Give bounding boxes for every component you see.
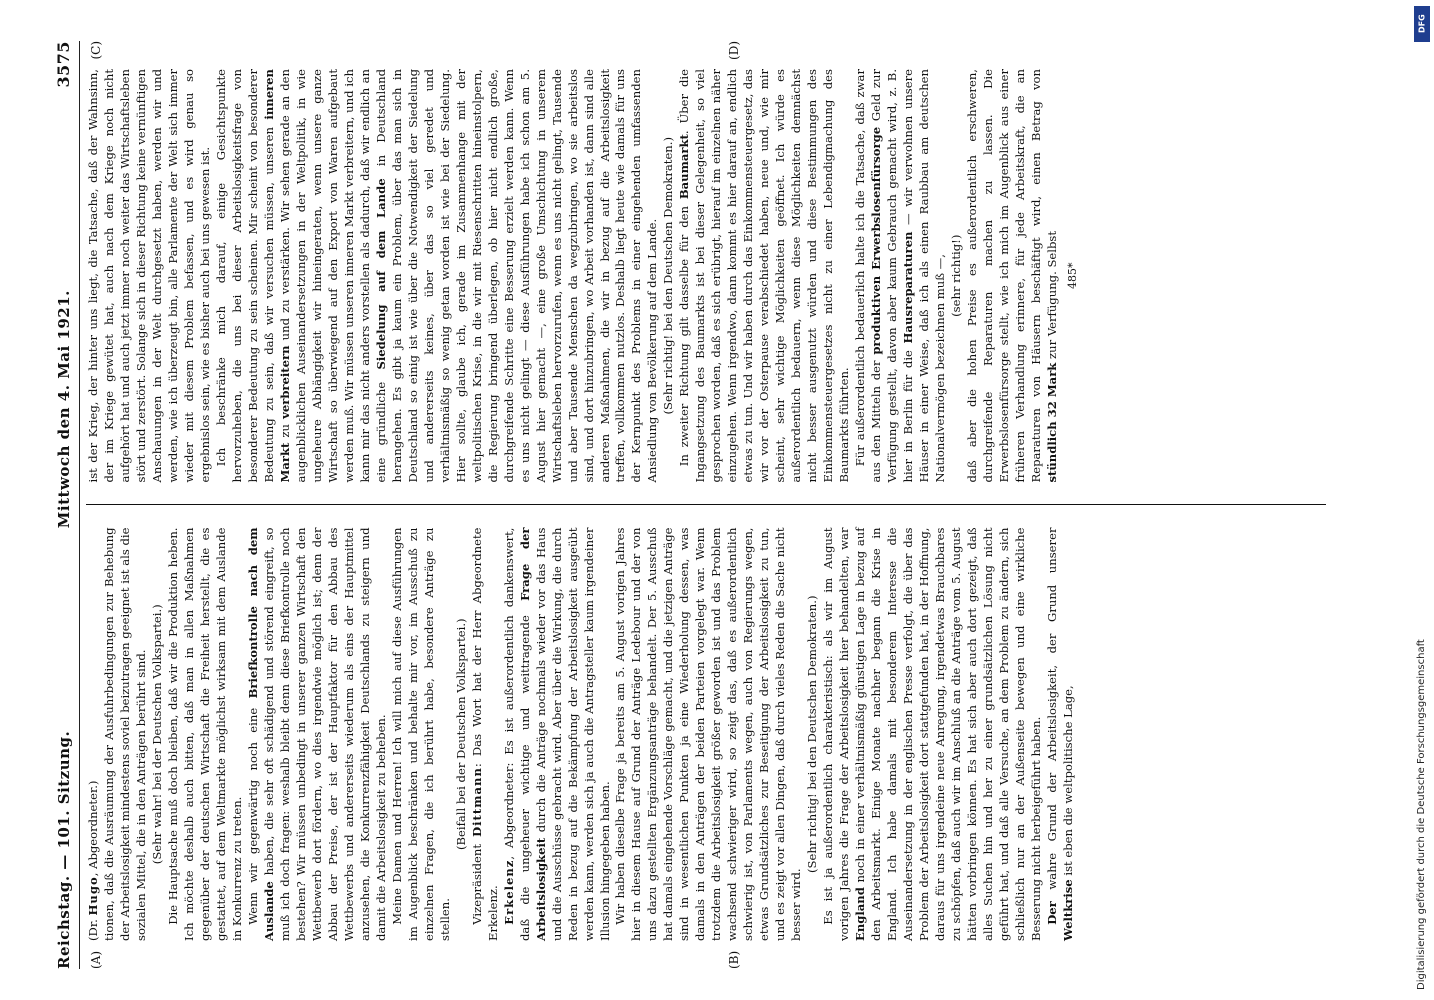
paragraph <box>470 528 502 942</box>
left-column <box>86 506 1326 970</box>
speaker-prefix: (Dr. <box>86 915 100 941</box>
text-run: : Das Wort hat der Herr Abgeordnete Erkelenz. <box>469 527 500 941</box>
interjection: (Sehr richtig! bei den Deutschen Demokraten.) <box>661 137 676 415</box>
emphasis: Weltkrise <box>1061 879 1076 941</box>
paragraph <box>821 528 1045 942</box>
paragraph: Meine Damen und Herren! Ich will mich auf diese Ausführungen im Augenblick beschränken und behalte mir vor, im Ausschuß zu einzelnen Fragen, die ich berührt habe, besondere Anträge zu stellen. <box>389 527 452 941</box>
speaker-name: Hugo <box>86 876 100 916</box>
text-run: Geld zur Verfügung gestellt, davon aber kaum Gebrauch gemacht wird, z. B. hier in Berlin für die <box>869 68 916 483</box>
emphasis: Der <box>1045 901 1060 925</box>
dfg-logo: DFG <box>1414 6 1430 42</box>
funding-note: Digitalisierung gefördert durch die Deutsche Forschungsgemeinschaft <box>1415 639 1427 990</box>
text-run: noch in einer verhältnismäßig günstigen Lage in bezug auf den Arbeitsmarkt. Einige Monate nachher begann die Krise in England. Ich habe damals mit besonderem Interesse die Auseinandersetzung in der englischen Presse verfolgt, die über das Problem der Arbeitslosigkeit dort stattgefunden hat, in der Hoffnung, daraus für uns irgendeine neue Anregung, irgendetwas Brauchbares zu schöpfen, daß auch wir im Anschluß an die Anträge vom 5. August hätten vorbringen können. Es hat sich aber auch dort gezeigt, daß alles Suchen hin und her zu einer grundsätzlichen Lösung nicht geführt hat, und daß alle Versuche, an dem Problem zu ändern, sich schließlich nur an der Außenseite bewegen und eine wirkliche Besserung nicht herbeigeführt haben. <box>853 527 1044 941</box>
text-run: In zweiter Richtung gilt dasselbe für den <box>677 199 692 467</box>
emphasis: Briefkontrolle nach dem Auslande <box>245 527 276 941</box>
emphasis: produktiven Erwerbslosenfürsorge <box>869 126 884 355</box>
text-run: Es ist ja außerordentlich charakteristisch: als wir im August vorigen Jahres die Frage der Arbeitslosigkeit hier behandelten, war <box>821 527 852 941</box>
emphasis: stündlich 32 Mark <box>1045 362 1060 483</box>
emphasis: England <box>853 887 868 941</box>
text-run: Vizepräsident <box>469 836 484 925</box>
text-run: , Abgeordneter: Es ist außerordentlich dankenswert, daß die ungeheuer wichtige und weittragende <box>501 527 532 941</box>
side-note <box>1412 0 1430 992</box>
paragraph: Wir haben dieselbe Frage ja bereits am 5. August vorigen Jahres hier in diesem Hause auf Grund der Anträge Ledebour und der von uns dazu gestellten Ergänzungsanträge behandelt. Der 5. Ausschuß hat damals eingehende Vorschläge gemacht, und die jetzigen Anträge sind in wesentlichen Punkten ja eine Wiederholung dessen, was damals in den Anträgen der beiden Parteien vorgelegt war. Wenn trotzdem die Arbeitslosigkeit größer geworden ist und das Problem wachsend schwieriger wird, so zeigt das, daß es außerordentlich schwierig ist, von Parlaments wegen, auch von Regierungs wegen, etwas Grundsätzliches zur Beseitigung der Arbeitslosigkeit zu tun, und es zeigt vor allen Dingen, daß durch vieles Reden die Sache nicht besser wird. <box>613 527 804 941</box>
text-run: . Über die Ingangsetzung des Baumarkts ist bei dieser Gelegenheit, so viel gesprochen worden, daß es sich erübrigt, hierauf im einzelnen näher einzugehen. Wenn irgendwo, dann kommt es hier darauf an, endlich etwas zu tun. Und wir haben durch das Einkommensteuergesetz, das wir vor der Osterpause verabschiedet haben, neue und, wie mir scheint, sehr wichtige Möglichkeiten geöffnet. Ich würde es außerordentlich bedauern, wenn diese Möglichkeiten demnächst nicht besser ausgenutzt würden und diese Bestimmungen des Einkommensteuergesetzes nicht zu einer Lebendigmachung des Baumarkts führten. <box>677 69 852 483</box>
margin-marker-d: (D) <box>727 41 741 60</box>
text-run: wahre Grund der Arbeitslosigkeit, der Grund unserer <box>1045 527 1060 902</box>
header-left: Reichstag. — 101. Sitzung. <box>55 730 73 969</box>
emphasis: Baumarkt <box>677 134 692 200</box>
interjection: (Sehr richtig! bei den Deutschen Demokraten.) <box>805 595 820 873</box>
paragraph <box>502 528 614 942</box>
emphasis: verbreitern <box>277 345 292 419</box>
interjection: (Sehr wahr! bei der Deutschen Volkspartei.) <box>149 604 164 865</box>
margin-marker-c: (C) <box>89 41 103 60</box>
text-run: zur Verfügung. Selbst <box>1045 231 1060 363</box>
right-column <box>86 41 1326 505</box>
text-run: und zu verstärken. Wir sehen gerade an den augenblicklichen Auseinandersetzungen in der Weltpolitik, in wie ungeheure Abhängigkeit wir hineingeraten, wenn unsere ganze Wirtschaft so überwiegend auf den Export von Waren aufgebaut werden muß. Wir müssen unseren inneren Markt verbreitern, und ich kann mir das nicht anders vorstellen als dadurch, daß wir endlich an eine gründliche <box>277 69 388 483</box>
text-run: ist eben die weltpolitische Lage, <box>1061 685 1076 880</box>
interjection: (Beifall bei der Deutschen Volkspartei.) <box>453 618 468 851</box>
paragraph: tionen, daß die Ausräumung der Ausfuhrbedingungen zur Behebung der Arbeitslosigkeit mindestens soviel beizutragen geeignet ist als die sozialen Mittel, die in den Anträgen berührt sind. <box>101 527 148 941</box>
text-run: in Deutschland herangehen. Es gibt ja kaum ein Problem, über das man sich in Deutschland so einig ist wie über die Notwendigkeit der Siedelung und andererseits keines, über das so viel geredet und verhältnismäßig so wenig getan worden ist wie bei der Siedelung. Hier sollte, glaube ich, gerade im Zusammenhange mit der weltpolitischen Krise, in die wir mit Riesenschritten hineinstolpern, die Regierung bringend überlegen, ob hier nicht endlich große, durchgreifende Schritte eine Besserung erzielt werden kann. Wenn es uns nicht gelingt — diese Ausführungen habe ich schon am 5. August hier gemacht —, eine große Umschichtung in unserem Wirtschaftsleben hervorzurufen, wenn es uns nicht gelingt, Tausende und aber Tausende Menschen da wegzubringen, wo sie arbeitslos sind, und dort hinzubringen, wo Arbeit vorhanden ist, dann sind alle anderen Maßnahmen, die wir in bezug auf die Arbeitslosigkeit treffen, vollkommen nutzlos. Deshalb liegt heute wie damals für uns der Kernpunkt des Problems in einer eingehenden umfassenden Ansiedlung von Bevölkerung auf dem Lande. <box>373 69 660 483</box>
text-run: Wenn wir gegenwärtig noch eine <box>245 698 260 925</box>
speaker-name: Dittmann <box>469 767 484 837</box>
text-run: zu <box>277 418 292 443</box>
header-date: Mittwoch den 4. Mai 1921. <box>55 290 73 529</box>
emphasis: Siedelung auf dem Lande <box>373 178 388 370</box>
paragraph <box>246 528 390 942</box>
text-run: Ich beschränke mich darauf, einige Gesichtspunkte hervorzuheben, die uns bei dieser Arbeitslosigkeitsfrage von besonderer Bedeutung zu sein scheinen. Mir scheint von besonderer Bedeutung zu sein, daß wir versuchen müssen, unseren <box>213 69 276 483</box>
paragraph: ist der Krieg, der hinter uns liegt, die Tatsache, daß der Wahnsinn, der im Kriege gewütet hat, auch nach dem Kriege noch nicht aufgehört hat und auch jetzt immer noch weiter das Wirtschaftsleben stört und zerstört. Solange sich in dieser Richtung keine vernünftigen Anschauungen in der Welt durchgesetzt haben, werden wir und werden, wie ich überzeugt bin, alle Parlamente der Welt sich immer wieder mit diesem Problem befassen, und es wird genau so ergebnislos sein, wie es bisher auch bei uns gewesen ist. <box>86 69 212 483</box>
paragraph <box>214 69 662 483</box>
text-run: daß aber die hohen Preise es außerordentlich erschweren, durchgreifende Reparaturen machen zu lassen. Die Erwerbslosenfürsorge stellt, wie ich mich im Augenblick aus einer früheren Verhandlung erinnere, für jede Arbeitskraft, die an Reparaturen von Häusern beschäftigt wird, einen Betrag von <box>965 69 1044 483</box>
paragraph: Die Hauptsache muß doch bleiben, daß wir die Produktion heben. Ich möchte deshalb auch bitten, daß man in allen Maßnahmen gegenüber der deutschen Wirtschaft die Freiheit herstellt, die es gestattet, auf dem Weltmarkte möglichst wirksam mit dem Auslande in Konkurrenz zu treten. <box>165 527 244 941</box>
margin-marker-a: (A) <box>89 950 103 969</box>
signature-number: 485* <box>1066 262 1080 289</box>
text-run: — wir verwohnen unsere Häuser in einer Weise, daß ich als einen Raubbau am deutschen Nationalvermögen bezeichnen muß —, <box>901 69 948 483</box>
paragraph <box>965 69 1061 483</box>
margin-marker-b: (B) <box>727 950 741 969</box>
text-run: Für außerordentlich bedauerlich halte ich die Tatsache, daß zwar aus den Mitteln der <box>853 69 884 483</box>
page-number: 3575 <box>54 41 73 88</box>
speaker-line <box>86 528 102 942</box>
paragraph <box>853 69 949 483</box>
paragraph <box>1045 528 1077 942</box>
columns <box>86 41 1326 969</box>
paragraph <box>677 69 853 483</box>
text-run: haben, die sehr oft schädigend und störend eingreift, so muß ich doch fragen: weshalb bleibt denn diese Briefkontrolle noch bestehen? Wir müssen unbedingt in unserer ganzen Wirtschaft den Wettbewerb dort fördern, wo dies irgendwie möglich ist; denn der Abbau der Preise, der ist der Hauptfaktor für den Abbau des Wettbewerbs und andererseits wiederum als eins der Hauptmittel anzusehen, die Konkurrenzfähigkeit Deutschlands zu steigern und damit die Arbeitslosigkeit zu beheben. <box>261 527 388 941</box>
speaker-role: , Abgeordneter.) <box>86 780 100 877</box>
speaker-name: Erkelenz <box>501 859 516 925</box>
rotated-page <box>50 35 1360 975</box>
emphasis: Frage der Arbeitslosigkeit <box>517 527 548 941</box>
interjection: (sehr richtig!) <box>949 234 964 317</box>
emphasis: Hausreparaturen <box>901 231 916 344</box>
emphasis: inneren Markt <box>261 69 292 483</box>
text-run: durch die Anträge nochmals wieder vor das Haus und die Ausschüsse gebracht wird. Aber über die Wirkung, die durch Reden in bezug auf die Bekämpfung der Arbeitslosigkeit ausgeübt werden kann, werden sich ja auch die Antragsteller kaum irgendeiner Illusion hingegeben haben. <box>533 527 612 941</box>
page-header <box>50 41 80 969</box>
